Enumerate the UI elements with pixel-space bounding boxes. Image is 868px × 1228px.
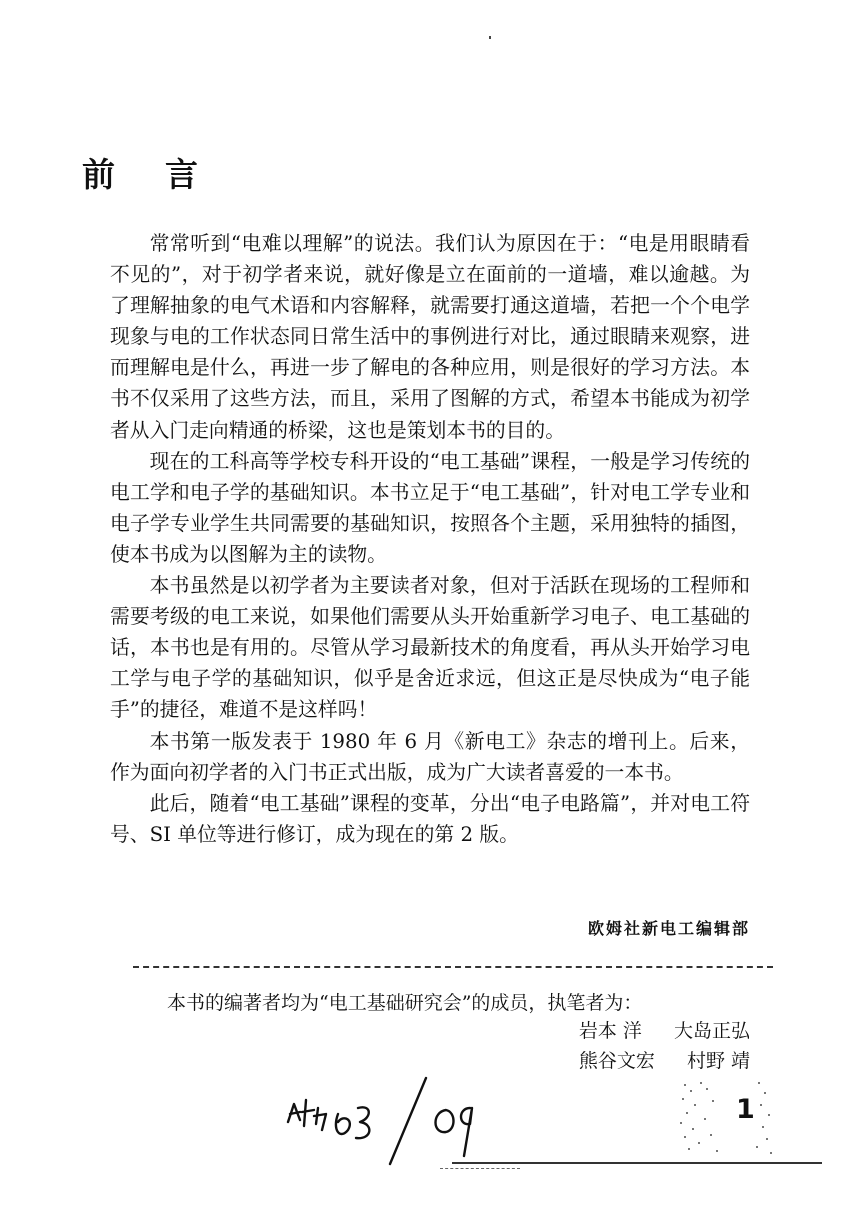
authors-row-1	[579, 1016, 750, 1043]
scan-speck	[489, 36, 491, 39]
author-name: 岩本 洋	[578, 1020, 642, 1042]
handwritten-mark	[280, 1060, 500, 1170]
paragraph-3: 本书虽然是以初学者为主要读者对象，但对于活跃在现场的工程师和需要考级的电工来说，如果他们需要从头开始重新学习电子、电工基础的话，本书也是有用的。尽管从学习最新技术的角度看，再从头开始学习电工学与电子学的基础知识，似乎是舍近求远，但这正是尽快成为“电子能手”的捷径，难道不是这样吗！	[110, 574, 750, 722]
paragraph-4: 本书第一版发表于 1980 年 6 月《新电工》杂志的增刊上。后来，作为面向初学者的入门书正式出版，成为广大读者喜爱的一本书。	[110, 729, 750, 784]
page-title: 前言	[82, 155, 248, 194]
author-name: 熊谷文宏	[578, 1050, 655, 1072]
paragraph-1: 常常听到“电难以理解”的说法。我们认为原因在于：“电是用眼睛看不见的”，对于初学者来说，就好像是立在面前的一道墙，难以逾越。为了理解抽象的电气术语和内容解释，就需要打通这道墙，若把一个个电学现象与电的工作状态同日常生活中的事例进行对比，通过眼睛来观察，进而理解电是什么，再进一步了解电的各种应用，则是很好的学习方法。本书不仅采用了这些方法，而且，采用了图解的方式，希望本书能成为初学者从入门走向精通的桥梁，这也是策划本书的目的。	[110, 232, 750, 442]
paragraph-5: 此后，随着“电工基础”课程的变革，分出“电子电路篇”，并对电工符号、SI 单位等进行修订，成为现在的第 2 版。	[110, 791, 750, 846]
preface-body	[110, 228, 750, 850]
footer-rule-dashed	[440, 1168, 520, 1169]
page-number: 1	[736, 1094, 755, 1125]
signature: 欧姆社新电工编辑部	[587, 919, 750, 938]
scan-noise	[676, 1078, 776, 1160]
author-name: 村野 靖	[686, 1050, 750, 1072]
authors-intro: 本书的编著者均为“电工基础研究会”的成员，执笔者为：	[167, 992, 643, 1014]
footer-rule	[452, 1162, 822, 1164]
authors-row-2	[579, 1046, 750, 1073]
author-name: 大岛正弘	[673, 1020, 750, 1042]
paragraph-2: 现在的工科高等学校专科开设的“电工基础”课程，一般是学习传统的电工学和电子学的基础知识。本书立足于“电工基础”，针对电工学专业和电子学专业学生共同需要的基础知识，按照各个主题，采用独特的插图，使本书成为以图解为主的读物。	[110, 449, 750, 566]
divider	[133, 966, 773, 968]
